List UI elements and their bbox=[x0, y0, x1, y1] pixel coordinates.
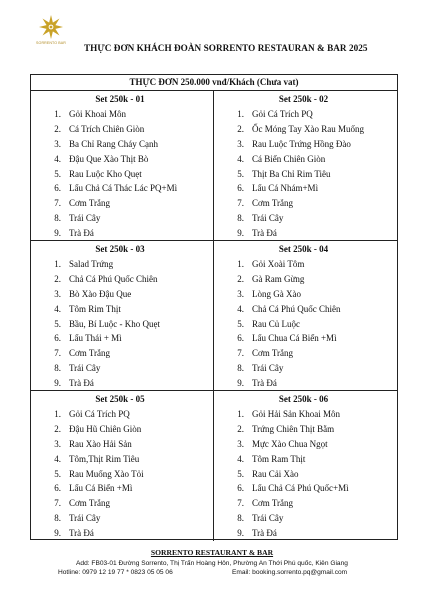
footer-email: Email: booking.sorrento.pq@gmail.com bbox=[232, 569, 348, 576]
list-item bbox=[31, 122, 209, 137]
page-title: THỰC ĐƠN KHÁCH ĐOÀN SORRENTO RESTAURAN & BAR 2025 bbox=[84, 43, 368, 53]
menu-set-3 bbox=[31, 241, 214, 391]
item-number: 2. bbox=[237, 273, 244, 284]
item-name: Trái Cây bbox=[252, 513, 284, 524]
list-item bbox=[31, 346, 209, 361]
item-name: Trà Đá bbox=[252, 228, 277, 239]
item-name: Lẩu Chả Cá Phú Quốc+Mì bbox=[252, 483, 349, 494]
list-item bbox=[31, 481, 209, 496]
item-name: Lẩu Chả Cá Thác Lác PQ+Mì bbox=[69, 183, 178, 194]
list-item bbox=[214, 422, 393, 437]
item-number: 6. bbox=[237, 183, 244, 194]
item-name: Chả Cá Phú Quốc Chiên bbox=[69, 273, 158, 284]
list-item bbox=[214, 257, 393, 272]
menu-set-1 bbox=[31, 91, 214, 241]
list-item bbox=[214, 496, 393, 511]
item-number: 8. bbox=[54, 363, 61, 374]
set-title: Set 250k - 02 bbox=[278, 94, 329, 104]
item-name: Salad Trứng bbox=[69, 259, 114, 269]
list-item bbox=[214, 361, 393, 376]
item-number: 7. bbox=[237, 198, 244, 209]
item-number: 7. bbox=[54, 348, 61, 359]
item-number: 8. bbox=[54, 513, 61, 524]
star-logo-icon bbox=[38, 14, 64, 40]
item-number: 7. bbox=[237, 348, 244, 359]
item-number: 2. bbox=[54, 123, 61, 134]
item-number: 4. bbox=[54, 453, 61, 464]
list-item bbox=[214, 152, 393, 167]
item-number: 9. bbox=[54, 228, 61, 239]
list-item bbox=[31, 107, 209, 122]
item-name: Ba Chỉ Rang Cháy Cạnh bbox=[69, 138, 158, 149]
list-item bbox=[31, 317, 209, 332]
item-name: Lòng Gà Xào bbox=[252, 288, 301, 299]
menu-table bbox=[30, 74, 398, 540]
item-number: 1. bbox=[237, 109, 244, 119]
item-name: Trà Đá bbox=[252, 528, 277, 539]
item-name: Trái Cây bbox=[69, 363, 101, 374]
item-name: Gỏi Xoài Tôm bbox=[252, 259, 305, 269]
item-number: 4. bbox=[54, 153, 61, 164]
item-name: Trứng Chiên Thịt Bằm bbox=[252, 423, 335, 434]
item-number: 1. bbox=[54, 409, 61, 419]
item-number: 8. bbox=[237, 513, 244, 524]
list-item bbox=[31, 511, 209, 526]
list-item bbox=[31, 467, 209, 482]
item-name: Lẩu Chua Cá Biển +Mì bbox=[252, 333, 337, 344]
item-number: 6. bbox=[54, 183, 61, 194]
set-title: Set 250k - 05 bbox=[95, 394, 145, 404]
list-item bbox=[214, 317, 393, 332]
list-item bbox=[31, 376, 209, 391]
item-name: Trà Đá bbox=[69, 528, 94, 539]
set-title: Set 250k - 04 bbox=[278, 244, 329, 254]
item-name: Lẩu Thái + Mì bbox=[69, 333, 122, 344]
list-item bbox=[31, 167, 209, 182]
list-item bbox=[214, 196, 393, 211]
item-name: Cơm Trắng bbox=[69, 498, 111, 509]
item-number: 1. bbox=[54, 259, 61, 269]
item-name: Cơm Trắng bbox=[69, 348, 111, 359]
item-number: 3. bbox=[54, 138, 61, 149]
list-item bbox=[214, 437, 393, 452]
set-items bbox=[214, 257, 393, 391]
list-item bbox=[214, 287, 393, 302]
list-item bbox=[214, 211, 393, 226]
item-name: Gà Ram Gừng bbox=[252, 273, 305, 284]
item-name: Cơm Trắng bbox=[252, 348, 294, 359]
set-title: Set 250k - 06 bbox=[278, 394, 329, 404]
item-name: Tôm,Thịt Rim Tiêu bbox=[69, 453, 140, 464]
item-number: 9. bbox=[237, 228, 244, 239]
item-number: 6. bbox=[237, 333, 244, 344]
item-name: Trà Đá bbox=[252, 378, 277, 389]
footer-contact bbox=[0, 569, 424, 579]
item-name: Mực Xào Chua Ngọt bbox=[252, 438, 328, 449]
item-number: 7. bbox=[54, 498, 61, 509]
list-item bbox=[31, 526, 209, 541]
item-number: 5. bbox=[54, 468, 61, 479]
set-title: Set 250k - 01 bbox=[95, 94, 145, 104]
item-number: 3. bbox=[54, 438, 61, 449]
set-items bbox=[31, 407, 209, 541]
list-item bbox=[31, 361, 209, 376]
item-number: 4. bbox=[237, 453, 244, 464]
list-item bbox=[214, 331, 393, 346]
list-item bbox=[31, 331, 209, 346]
footer-address: Add: FB03-01 Đường Sorrento, Thị Trấn Hoàng Hôn, Phường An Thới Phú quốc, Kiên Giang bbox=[76, 560, 348, 567]
item-number: 5. bbox=[237, 468, 244, 479]
list-item bbox=[31, 226, 209, 241]
list-item bbox=[31, 152, 209, 167]
menu-set-5 bbox=[31, 391, 214, 541]
item-number: 7. bbox=[237, 498, 244, 509]
item-name: Tôm Ram Thịt bbox=[252, 453, 306, 464]
item-number: 9. bbox=[237, 528, 244, 539]
list-item bbox=[31, 437, 209, 452]
list-item bbox=[31, 196, 209, 211]
item-name: Trái Cây bbox=[69, 513, 101, 524]
item-name: Gỏi Cá Trích PQ bbox=[252, 109, 313, 119]
item-number: 5. bbox=[237, 318, 244, 329]
item-name: Trà Đá bbox=[69, 378, 94, 389]
item-name: Cơm Trắng bbox=[252, 198, 294, 209]
item-number: 2. bbox=[54, 273, 61, 284]
item-name: Thịt Ba Chỉ Rim Tiêu bbox=[252, 168, 331, 179]
set-items bbox=[214, 107, 393, 241]
item-name: Rau Luộc Trứng Hồng Đào bbox=[252, 138, 351, 149]
item-number: 6. bbox=[54, 333, 61, 344]
list-item bbox=[214, 467, 393, 482]
item-name: Lẩu Cá Nhám+Mì bbox=[252, 183, 319, 194]
item-name: Trái Cây bbox=[252, 213, 284, 224]
item-number: 1. bbox=[54, 109, 61, 119]
list-item bbox=[214, 407, 393, 422]
menu-set-4 bbox=[214, 241, 397, 391]
list-item bbox=[214, 346, 393, 361]
item-name: Ốc Móng Tay Xào Rau Muống bbox=[252, 123, 364, 134]
item-number: 9. bbox=[237, 378, 244, 389]
list-item bbox=[214, 272, 393, 287]
list-item bbox=[214, 122, 393, 137]
list-item bbox=[31, 496, 209, 511]
footer bbox=[0, 547, 424, 579]
item-number: 8. bbox=[237, 213, 244, 224]
item-name: Rau Muống Xào Tỏi bbox=[69, 468, 144, 479]
footer-hotline: Hotline: 0979 12 19 77 * 0823 05 05 06 bbox=[58, 569, 173, 576]
list-item bbox=[31, 257, 209, 272]
item-name: Bầu, Bí Luộc - Kho Quẹt bbox=[69, 318, 160, 329]
list-item bbox=[31, 452, 209, 467]
list-item bbox=[31, 287, 209, 302]
item-number: 2. bbox=[237, 423, 244, 434]
menu-set-6 bbox=[214, 391, 397, 541]
list-item bbox=[214, 181, 393, 196]
logo-text: SORRENTO BAR bbox=[36, 41, 66, 45]
item-number: 4. bbox=[54, 303, 61, 314]
item-number: 5. bbox=[237, 168, 244, 179]
item-name: Rau Củ Luộc bbox=[252, 318, 300, 329]
set-items bbox=[31, 107, 209, 241]
list-item bbox=[214, 107, 393, 122]
item-number: 8. bbox=[237, 363, 244, 374]
item-number: 3. bbox=[237, 438, 244, 449]
list-item bbox=[31, 407, 209, 422]
item-name: Trái Cây bbox=[69, 213, 101, 224]
item-number: 8. bbox=[54, 213, 61, 224]
item-name: Rau Cải Xào bbox=[252, 468, 299, 479]
item-number: 5. bbox=[54, 168, 61, 179]
item-number: 6. bbox=[54, 483, 61, 494]
list-item bbox=[214, 376, 393, 391]
item-name: Trái Cây bbox=[252, 363, 284, 374]
list-item bbox=[214, 226, 393, 241]
list-item bbox=[31, 137, 209, 152]
item-number: 1. bbox=[237, 409, 244, 419]
list-item bbox=[31, 272, 209, 287]
item-number: 3. bbox=[54, 288, 61, 299]
list-item bbox=[31, 422, 209, 437]
list-item bbox=[214, 511, 393, 526]
item-number: 4. bbox=[237, 153, 244, 164]
item-number: 1. bbox=[237, 259, 244, 269]
menu-set-2 bbox=[214, 91, 397, 241]
list-item bbox=[31, 302, 209, 317]
footer-title: SORRENTO RESTAURANT & BAR bbox=[150, 548, 274, 557]
item-name: Bò Xào Đậu Que bbox=[69, 288, 132, 299]
brand-logo bbox=[30, 14, 72, 45]
item-number: 6. bbox=[237, 483, 244, 494]
list-item bbox=[214, 167, 393, 182]
item-name: Gỏi Hải Sản Khoai Môn bbox=[252, 409, 340, 419]
item-name: Gỏi Cá Trích PQ bbox=[69, 409, 130, 419]
item-number: 5. bbox=[54, 318, 61, 329]
item-name: Cơm Trắng bbox=[252, 498, 294, 509]
item-name: Rau Luộc Kho Quẹt bbox=[69, 168, 142, 179]
item-name: Cơm Trắng bbox=[69, 198, 111, 209]
item-name: Gỏi Khoai Môn bbox=[69, 109, 126, 119]
list-item bbox=[31, 181, 209, 196]
list-item bbox=[31, 211, 209, 226]
item-name: Rau Xào Hải Sản bbox=[69, 438, 132, 449]
item-name: Đậu Hũ Chiên Giòn bbox=[69, 423, 142, 434]
item-number: 7. bbox=[54, 198, 61, 209]
set-items bbox=[31, 257, 209, 391]
list-item bbox=[214, 452, 393, 467]
sets-grid bbox=[31, 91, 397, 540]
item-number: 2. bbox=[54, 423, 61, 434]
list-item bbox=[214, 137, 393, 152]
set-items bbox=[214, 407, 393, 541]
set-title: Set 250k - 03 bbox=[95, 244, 145, 254]
item-name: Cá Biển Chiên Giòn bbox=[252, 153, 326, 164]
item-name: Lẩu Cá Biển +Mì bbox=[69, 483, 133, 494]
item-number: 9. bbox=[54, 378, 61, 389]
item-number: 2. bbox=[237, 123, 244, 134]
item-number: 4. bbox=[237, 303, 244, 314]
item-number: 9. bbox=[54, 528, 61, 539]
menu-header: THỰC ĐƠN 250.000 vnđ/Khách (Chưa vat) bbox=[31, 75, 397, 91]
item-number: 3. bbox=[237, 288, 244, 299]
item-number: 3. bbox=[237, 138, 244, 149]
item-name: Tôm Rim Thịt bbox=[69, 303, 121, 314]
item-name: Đậu Que Xào Thịt Bò bbox=[69, 153, 149, 164]
list-item bbox=[214, 302, 393, 317]
list-item bbox=[214, 481, 393, 496]
item-name: Trà Đá bbox=[69, 228, 94, 239]
item-name: Cá Trích Chiên Giòn bbox=[69, 123, 145, 134]
list-item bbox=[214, 526, 393, 541]
item-name: Chả Cá Phú Quốc Chiên bbox=[252, 303, 341, 314]
